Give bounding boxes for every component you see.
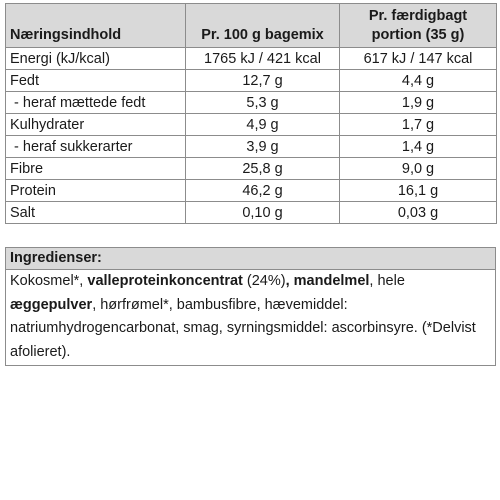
per-100g-value: 25,8 g bbox=[186, 158, 340, 180]
table-row bbox=[6, 202, 497, 224]
nutrient-label: Salt bbox=[6, 202, 186, 224]
ingredient-text: (24%) bbox=[242, 273, 286, 289]
ingredient-text: , hørfrømel*, bambusfibre, hævemiddel: natriumhydrogencarbonat, smag, syrningsmiddel: ascorbinsyre. (*Delvist afolieret). bbox=[10, 296, 476, 360]
table-row bbox=[6, 158, 497, 180]
ingredient-text: Kokosmel*, bbox=[10, 273, 88, 289]
per-100g-value: 4,9 g bbox=[186, 114, 340, 136]
nutrient-label: Energi (kJ/kcal) bbox=[6, 48, 186, 70]
per-portion-value: 16,1 g bbox=[340, 180, 497, 202]
per-portion-value: 1,7 g bbox=[340, 114, 497, 136]
table-row bbox=[6, 48, 497, 70]
table-row bbox=[6, 70, 497, 92]
nutrient-label: Kulhydrater bbox=[6, 114, 186, 136]
header-per-portion-line1: Pr. færdigbagt bbox=[368, 8, 468, 24]
per-100g-value: 5,3 g bbox=[186, 92, 340, 114]
per-portion-value: 9,0 g bbox=[340, 158, 497, 180]
per-portion-value: 617 kJ / 147 kcal bbox=[340, 48, 497, 70]
header-per-100g: Pr. 100 g bagemix bbox=[186, 4, 340, 48]
per-portion-value: 0,03 g bbox=[340, 202, 497, 224]
header-per-portion bbox=[340, 4, 497, 48]
nutrient-label: Protein bbox=[6, 180, 186, 202]
per-100g-value: 12,7 g bbox=[186, 70, 340, 92]
ingredient-highlight: valleproteinkoncentrat bbox=[87, 273, 243, 289]
per-portion-value: 1,9 g bbox=[340, 92, 497, 114]
nutrient-label: - heraf mættede fedt bbox=[6, 92, 186, 114]
ingredients-heading: Ingredienser: bbox=[6, 248, 495, 270]
per-portion-value: 4,4 g bbox=[340, 70, 497, 92]
ingredients-text bbox=[6, 270, 495, 365]
nutrient-label: Fedt bbox=[6, 70, 186, 92]
table-row bbox=[6, 114, 497, 136]
table-row bbox=[6, 92, 497, 114]
table-row bbox=[6, 180, 497, 202]
ingredient-highlight: , mandelmel bbox=[285, 273, 370, 289]
per-100g-value: 1765 kJ / 421 kcal bbox=[186, 48, 340, 70]
per-100g-value: 0,10 g bbox=[186, 202, 340, 224]
nutrient-label: Fibre bbox=[6, 158, 186, 180]
nutrition-rows bbox=[6, 48, 497, 224]
header-per-portion-line2: portion (35 g) bbox=[371, 27, 465, 43]
ingredients-box bbox=[5, 247, 496, 366]
header-nutrient: Næringsindhold bbox=[6, 4, 186, 48]
ingredient-highlight: æggepulver bbox=[10, 296, 93, 313]
nutrition-table bbox=[5, 3, 497, 224]
ingredient-text: , hele bbox=[369, 273, 405, 289]
per-100g-value: 3,9 g bbox=[186, 136, 340, 158]
table-row bbox=[6, 136, 497, 158]
nutrition-header-row bbox=[6, 4, 497, 48]
per-100g-value: 46,2 g bbox=[186, 180, 340, 202]
nutrient-label: - heraf sukkerarter bbox=[6, 136, 186, 158]
per-portion-value: 1,4 g bbox=[340, 136, 497, 158]
